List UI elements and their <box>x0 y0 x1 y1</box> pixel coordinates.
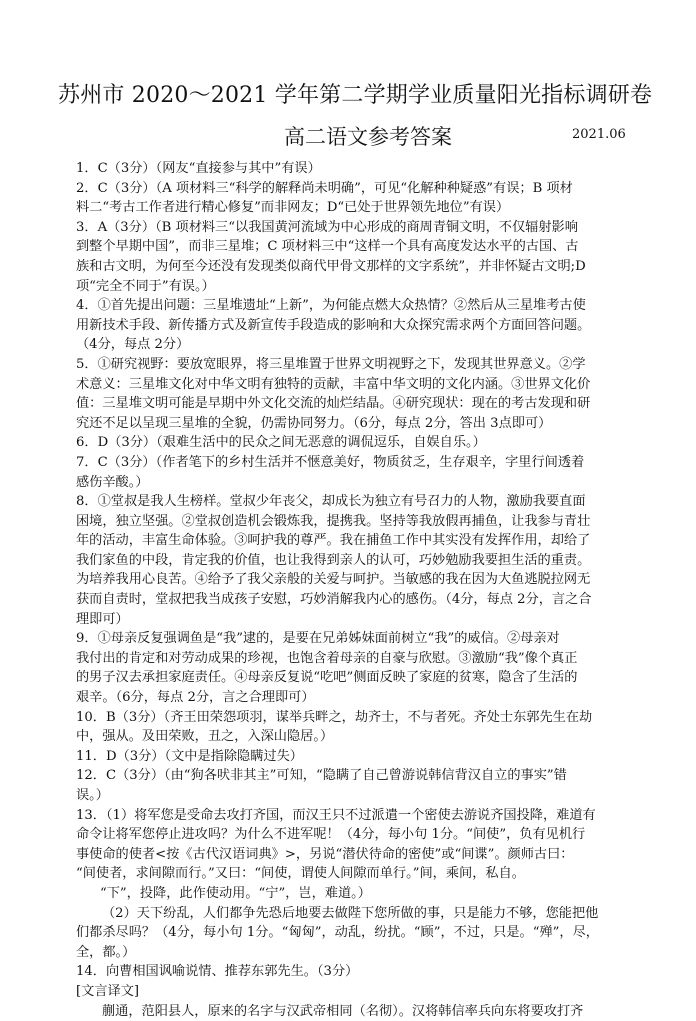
answer-line: “间使者，求间隙而行。”又曰：“间使，谓使人间隙而单行。”间，乘间，私自。 <box>76 866 525 882</box>
answer-line: 1．C（3分）（网友“直接参与其中”有误） <box>76 161 321 176</box>
answer-line: “下”，投降，此作使动用。“宁”，岂，难道。） <box>100 885 371 901</box>
answer-line: 值：三星堆文明可能是早期中外文化交流的灿烂结晶。④研究现状：现在的考古发现和研 <box>76 396 591 412</box>
answer-line: 14．向曹相国讽喻说情、推荐东郭先生。（3分） <box>76 964 359 980</box>
translation-heading: [文言译文] <box>76 983 140 999</box>
answer-line: 获而自责时，堂叔把我当成孩子安慰，巧妙消解我内心的感伤。（4分，每点 2分，言之合 <box>76 592 592 608</box>
answer-line: 10．B（3分）（齐王田荣怨项羽，谋举兵畔之，劫齐士，不与者死。齐处士东郭先生在劫 <box>76 709 593 725</box>
answer-line: 艰辛。（6分，每点 2分，言之合理即可） <box>76 690 315 706</box>
answer-line: 的男子汉去承担家庭责任。④母亲反复说“吃吧”侧面反映了家庭的贫寒，隐含了生活的 <box>76 670 578 686</box>
answer-line: 12．C（3分）（由“狗各吠非其主”可知，“隐瞒了自己曾游说韩信背汉自立的事实”错 <box>76 768 567 784</box>
answer-line: 9．①母亲反复强调鱼是“我”逮的，是要在兄弟姊妹面前树立“我”的威信。②母亲对 <box>76 631 560 647</box>
answer-line: 11．D（3分）（文中是指除隐瞒过失） <box>76 748 303 764</box>
answer-line: 4．①首先提出问题：三星堆遗址“上新”，为何能点燃大众热情？②然后从三星堆考古使 <box>76 298 586 314</box>
answer-line: 13．（1）将军您是受命去攻打齐国，而汉王只不过派遣一个密使去游说齐国投降，难道有 <box>76 807 596 823</box>
answer-line: 用新技术手段、新传播方式及新宣传手段造成的影响和大众探究需求两个方面回答问题。 <box>76 317 591 333</box>
answer-line: 理即可） <box>76 611 129 627</box>
answer-line: 感伤辛酸。） <box>76 474 149 490</box>
answer-line: （2）天下纷乱，人们都争先恐后地要去做陛下您所做的事，只是能力不够，您能把他 <box>102 905 599 921</box>
document-subtitle: 高二语文参考答案 <box>284 125 452 149</box>
answer-line: 年的活动，丰富生命体验。③呵护我的尊严。我在捕鱼工作中其实没有发挥作用，却给了 <box>76 533 591 549</box>
answer-line: 3．A（3分）（B 项材料三“以我国黄河流域为中心形成的商周青铜文明，不仅辐射影响 <box>76 219 578 235</box>
translation-line: 蒯通，范阳县人，原来的名字与汉武帝相同（名彻）。汉将韩信率兵向东将要攻打齐 <box>102 1003 584 1019</box>
answer-line: 命令让将军您停止进攻吗？为什么不进军呢！（4分，每小句 1分。“间使”，负有见机行 <box>76 827 586 843</box>
answer-line: 全，都。） <box>76 944 136 960</box>
answer-line: 困境，独立坚强。②堂叔创造机会锻炼我，提携我。坚持等我放假再捕鱼，让我参与青壮 <box>76 513 591 529</box>
answer-line: 为培养我用心良苦。④给予了我父亲般的关爱与呵护。当敏感的我在因为大鱼逃脱拉网无 <box>76 572 591 588</box>
subtitle-row <box>76 121 638 155</box>
answer-line: 们都杀尽吗？（4分，每小句 1分。“匈匈”，动乱，纷扰。“顾”，不过，只是。“殚”，尽， <box>76 925 599 941</box>
answer-line: 5．①研究视野：要放宽眼界，将三星堆置于世界文明视野之下，发现其世界意义。②学 <box>76 356 586 372</box>
answer-line: 事使命的使者<按《古代汉语词典》>，另说“潜伏待命的密使”或“间谍”。颜师古曰： <box>76 846 574 862</box>
answer-line: 到整个早期中国”，而非三星堆；C 项材料三中“这样一个具有高度发达水平的古国、古 <box>76 239 579 255</box>
answer-line: （4分，每点 2分） <box>76 337 190 353</box>
document-title: 苏州市 2020～2021 学年第二学期学业质量阳光指标调研卷 <box>58 83 653 108</box>
answer-line: 料二“考古工作者进行精心修复”而非网友；D“已处于世界领先地位”有误） <box>76 200 510 216</box>
answer-line: 我们家鱼的中段，肯定我的价值，也让我得到亲人的认可，巧妙勉励我要担生活的重责。 <box>76 552 591 568</box>
answer-line: 项“完全不同于”有误。） <box>76 278 215 294</box>
answer-line: 7．C（3分）（作者笔下的乡村生活并不惬意美好，物质贫乏，生存艰辛，字里行间透着 <box>76 454 585 470</box>
answer-line: 我付出的肯定和对劳动成果的珍视，也饱含着母亲的自豪与欣慰。③激励“我”像个真正 <box>76 650 578 666</box>
answer-line: 究还不足以呈现三星堆的全貌，仍需协同努力。（6分，每点 2分，答出 3点即可） <box>76 415 552 431</box>
answer-line: 8．①堂叔是我人生榜样。堂叔少年丧父，却成长为独立有号召力的人物，激励我要直面 <box>76 494 586 510</box>
answer-line: 2．C（3分）（A 项材料三“科学的解释尚未明确”，可见“化解种种疑惑”有误；B 项材 <box>76 180 573 196</box>
answer-line: 族和古文明，为何至今还没有发现类似商代甲骨文那样的文字系统”，并非怀疑古文明;D <box>76 258 586 274</box>
answer-line: 误。） <box>76 788 109 803</box>
document-date: 2021.06 <box>572 127 626 142</box>
answer-line: 6．D（3分）（艰难生活中的民众之间无恶意的调侃逗乐，自娱自乐。） <box>76 435 486 451</box>
answer-body <box>76 159 638 1021</box>
answer-line: 中，强从。及田荣败，丑之，入深山隐居。） <box>76 729 334 745</box>
answer-line: 术意义：三星堆文化对中华文明有独特的贡献，丰富中华文明的文化内涵。③世界文化价 <box>76 376 591 392</box>
